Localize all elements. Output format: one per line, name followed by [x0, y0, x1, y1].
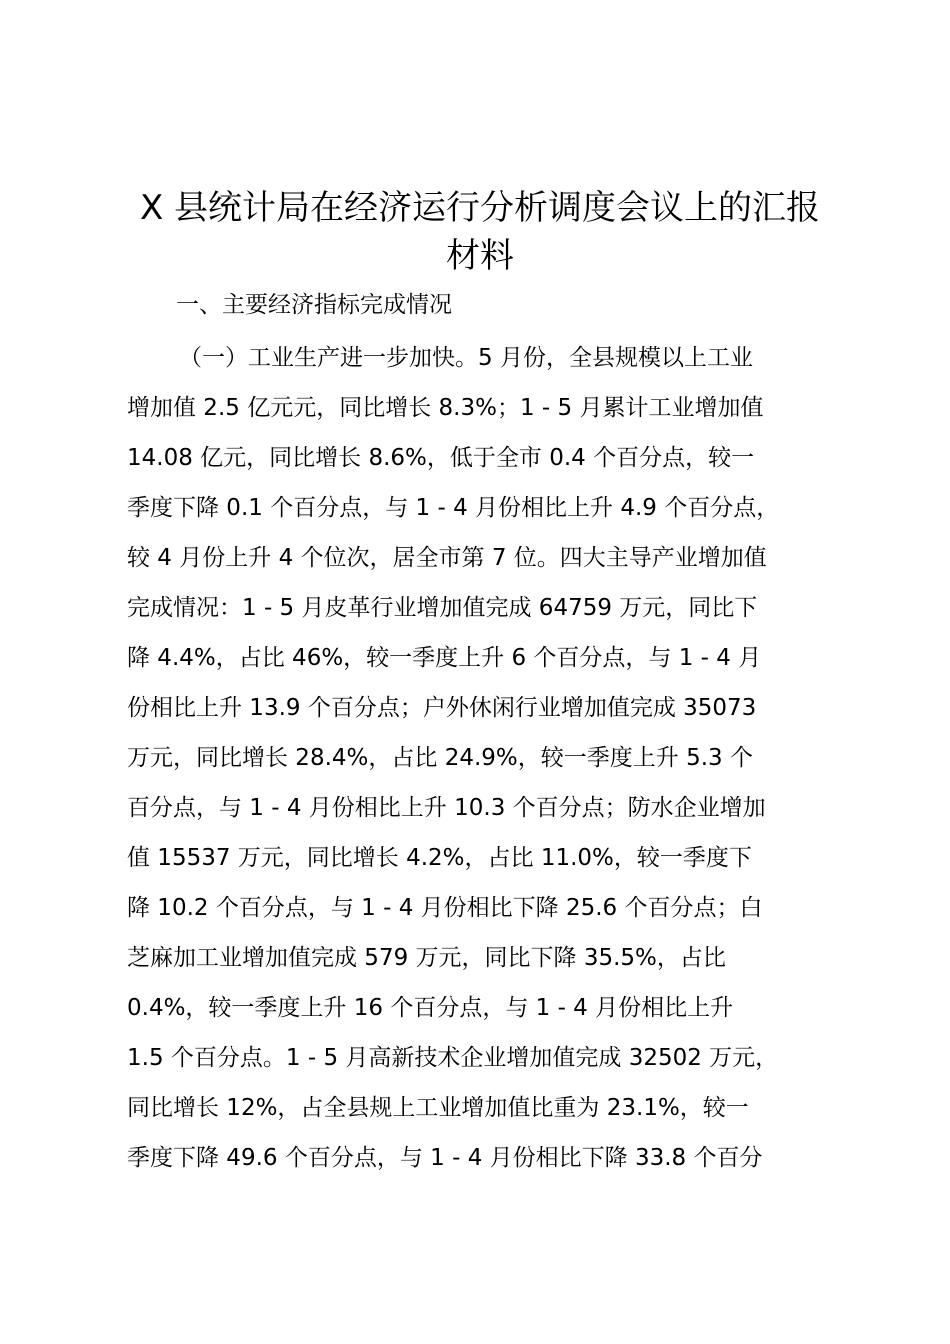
title-line-1: X 县统计局在经济运行分析调度会议上的汇报 — [139, 188, 821, 228]
paragraph-line: 万元，同比增长 28.4%，占比 24.9%，较一季度上升 5.3 个 — [127, 745, 753, 771]
paragraph-line: （一）工业生产进一步加快。5 月份，全县规模以上工业 — [179, 345, 753, 371]
paragraph-line: 芝麻加工业增加值完成 579 万元，同比下降 35.5%，占比 — [127, 945, 726, 971]
paragraph-line: 同比增长 12%，占全县规上工业增加值比重为 23.1%，较一 — [127, 1095, 749, 1121]
section-heading: 一、主要经济指标完成情况 — [176, 292, 452, 318]
paragraph-line: 季度下降 0.1 个百分点，与 1 - 4 月份相比上升 4.9 个百分点， — [127, 495, 780, 521]
paragraph-line: 增加值 2.5 亿元元，同比增长 8.3%；1 - 5 月累计工业增加值 — [127, 395, 764, 421]
paragraph-line: 百分点，与 1 - 4 月份相比上升 10.3 个百分点；防水企业增加 — [127, 795, 766, 821]
paragraph-line: 1.5 个百分点。1 - 5 月高新技术企业增加值完成 32502 万元， — [127, 1045, 779, 1071]
paragraph-line: 0.4%，较一季度上升 16 个百分点，与 1 - 4 月份相比上升 — [127, 995, 734, 1021]
document-title — [110, 184, 850, 280]
paragraph-line: 14.08 亿元，同比增长 8.6%，低于全市 0.4 个百分点，较一 — [127, 445, 755, 471]
paragraph-line: 完成情况：1 - 5 月皮革行业增加值完成 64759 万元，同比下 — [127, 595, 758, 621]
paragraph-line: 值 15537 万元，同比增长 4.2%，占比 11.0%，较一季度下 — [127, 845, 752, 871]
paragraph-line: 较 4 月份上升 4 个位次，居全市第 7 位。四大主导产业增加值 — [127, 545, 767, 571]
paragraph-line: 份相比上升 13.9 个百分点；户外休闲行业增加值完成 35073 — [127, 695, 757, 721]
paragraph-line: 季度下降 49.6 个百分点，与 1 - 4 月份相比下降 33.8 个百分 — [127, 1145, 763, 1171]
paragraph-line: 降 10.2 个百分点，与 1 - 4 月份相比下降 25.6 个百分点；白 — [127, 895, 763, 921]
body-paragraph — [127, 333, 857, 1183]
paragraph-line: 降 4.4%，占比 46%，较一季度上升 6 个百分点，与 1 - 4 月 — [127, 645, 762, 671]
title-line-2: 材料 — [446, 236, 514, 276]
